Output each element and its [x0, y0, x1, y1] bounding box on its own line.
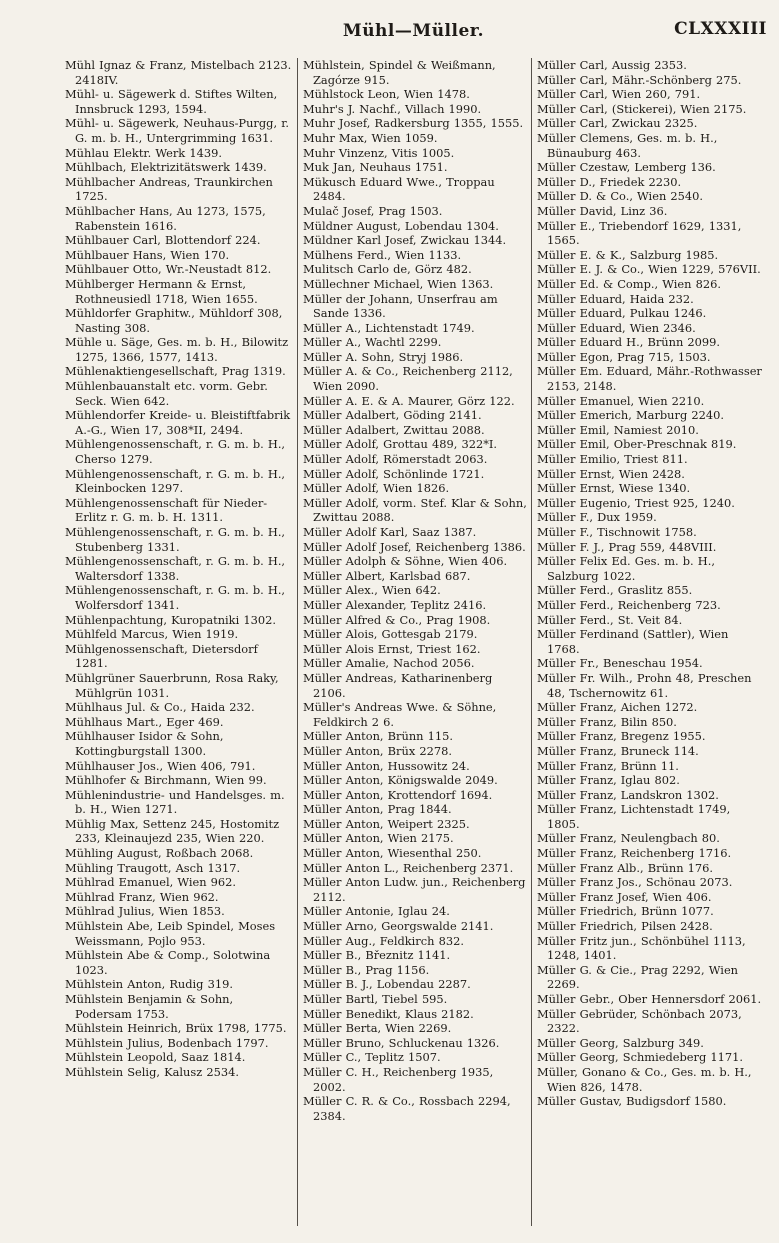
- directory-entry: Mühlhauser Isidor & Sohn, Kottingburgstall 1300.: [65, 729, 224, 758]
- directory-entry: Mühlhaus Mart., Eger 469.: [65, 714, 224, 729]
- directory-entry: Mühlstein Julius, Bodenbach 1797.: [65, 1035, 269, 1050]
- directory-entry: Mühlengenossenschaft, r. G. m. b. H., Wolfersdorf 1341.: [65, 583, 286, 612]
- directory-entry: Müller Adolf Josef, Reichenberg 1386.: [303, 539, 526, 554]
- directory-entry: Müller Anton, Prag 1844.: [303, 802, 452, 817]
- directory-entry: Müller Adalbert, Zwittau 2088.: [303, 422, 485, 437]
- directory-entry: Müller Anton, Königswalde 2049.: [303, 773, 498, 788]
- directory-entry: Müller D., Friedek 2230.: [537, 174, 682, 189]
- directory-entry: Müller Eduard H., Brünn 2099.: [537, 335, 721, 350]
- directory-entry: Mühlhofer & Birchmann, Wien 99.: [65, 773, 267, 788]
- directory-entry: Müller A. Sohn, Stryj 1986.: [303, 349, 464, 364]
- directory-entry: Mulač Josef, Prag 1503.: [303, 203, 443, 218]
- directory-entry: Müller F. J., Prag 559, 448VIII.: [537, 539, 717, 554]
- directory-entry: Müller Franz, Bregenz 1955.: [537, 729, 706, 744]
- directory-entry: Müller Anton, Weipert 2325.: [303, 816, 470, 831]
- directory-entry: Müller Fr., Beneschau 1954.: [537, 656, 703, 671]
- directory-entry: Müller Anton, Brünn 115.: [303, 729, 453, 744]
- directory-entry: Mühl- u. Sägewerk, Neuhaus-Purgg, r. G. m. b. H., Untergrimming 1631.: [65, 116, 290, 145]
- directory-entry: Müller Anton, Hussowitz 24.: [303, 758, 470, 773]
- directory-entry: Müller Georg, Schmiedeberg 1171.: [537, 1050, 744, 1065]
- directory-entry: Mühlstein Anton, Rudig 319.: [65, 977, 233, 992]
- directory-entry: Mühlbauer Otto, Wr.-Neustadt 812.: [65, 262, 272, 277]
- directory-entry: Müller Egon, Prag 715, 1503.: [537, 349, 711, 364]
- directory-entry: Müller Adolf, Grottau 489, 322*I.: [303, 437, 498, 452]
- directory-entry: Müller Gebrüder, Schönbach 2073, 2322.: [537, 1006, 742, 1036]
- directory-entry: Müller Czestaw, Lemberg 136.: [537, 160, 716, 175]
- directory-entry: Müller Ernst, Wien 2428.: [537, 466, 685, 481]
- directory-entry: Muhr Max, Wien 1059.: [303, 130, 438, 145]
- directory-entry: Mühlstein, Spindel & Weißmann, Zagórze 915.: [303, 58, 496, 87]
- directory-entry: Müller Ferdinand (Sattler), Wien 1768.: [537, 627, 729, 656]
- directory-entry: Müller Alois Ernst, Triest 162.: [303, 641, 481, 656]
- directory-entry: Müller Anton Ludw. jun., Reichenberg 2112.: [303, 875, 526, 904]
- directory-entry: Müller Anton, Brüx 2278.: [303, 743, 452, 758]
- directory-entry: Mühle u. Säge, Ges. m. b. H., Bilowitz 1275, 1366, 1577, 1413.: [65, 335, 289, 364]
- directory-entry: Müller Ferd., Reichenberg 723.: [537, 597, 721, 612]
- directory-entry: Müller Anton L., Reichenberg 2371.: [303, 860, 514, 875]
- directory-entry: Müller Em. Eduard, Mähr.-Rothwasser 2153, 2148.: [537, 364, 762, 394]
- entry-columns: [63, 58, 766, 1226]
- directory-entry: Müller Adolf, vorm. Stef. Klar & Sohn, Zwittau 2088.: [303, 495, 527, 525]
- directory-entry: Müller Georg, Salzburg 349.: [537, 1035, 704, 1050]
- directory-entry: Mühlbauer Hans, Wien 170.: [65, 247, 230, 262]
- directory-entry: Müller F., Tischnowit 1758.: [537, 525, 697, 539]
- directory-entry: Müller Anton, Krottendorf 1694.: [303, 787, 493, 802]
- directory-entry: Mühlendorfer Kreide- u. Bleistiftfabrik A.-G., Wien 17, 308*II, 2494.: [65, 408, 291, 437]
- directory-entry: Müller Alfred & Co., Prag 1908.: [303, 612, 491, 627]
- directory-entry: Muhr's J. Nachf., Villach 1990.: [303, 101, 482, 116]
- directory-entry: Müller Franz, Reichenberg 1716.: [537, 846, 732, 861]
- directory-entry: Mühlenpachtung, Kuropatniki 1302.: [65, 612, 276, 627]
- directory-entry: Mühlrad Julius, Wien 1853.: [65, 904, 225, 919]
- directory-entry: Mühlbach, Elektrizitätswerk 1439.: [65, 160, 267, 175]
- directory-entry: Mühlberger Hermann & Ernst, Rothneusiedl 1718, Wien 1655.: [65, 276, 258, 306]
- directory-entry: Muhr Vinzenz, Vitis 1005.: [303, 145, 455, 160]
- directory-entry: Mühl Ignaz & Franz, Mistelbach 2123. 2418IV.: [65, 58, 292, 87]
- directory-entry: Müller Bartl, Tiebel 595.: [303, 992, 448, 1006]
- directory-entry: Müller A. E. & A. Maurer, Görz 122.: [303, 393, 515, 408]
- directory-entry: Müller Benedikt, Klaus 2182.: [303, 1006, 474, 1021]
- directory-entry: Müller Berta, Wien 2269.: [303, 1021, 452, 1036]
- directory-entry: Mühlgrüner Sauerbrunn, Rosa Raky, Mühlgrün 1031.: [65, 670, 279, 700]
- directory-entry: Müller Alex., Wien 642.: [303, 583, 441, 598]
- directory-entry: Müller Carl, Wien 260, 791.: [537, 87, 701, 102]
- directory-entry: Müller Franz Jos., Schönau 2073.: [537, 875, 733, 890]
- directory-entry: Müller Emil, Namiest 2010.: [537, 422, 699, 437]
- directory-entry: Müller Clemens, Ges. m. b. H., Bünauburg 463.: [537, 130, 718, 160]
- directory-entry: Müller Andreas, Katharinenberg 2106.: [303, 670, 493, 700]
- directory-entry: Müller Fr. Wilh., Prohn 48, Preschen 48, Tschernowitz 61.: [537, 670, 752, 700]
- directory-entry: Müller G. & Cie., Prag 2292, Wien 2269.: [537, 962, 739, 992]
- directory-entry: Mühlstein Benjamin & Sohn, Podersam 1753.: [65, 992, 234, 1021]
- directory-entry: Müller Adolf, Römerstadt 2063.: [303, 452, 488, 467]
- directory-entry: Müller Emilio, Triest 811.: [537, 452, 688, 467]
- directory-entry: Müller der Johann, Unserfrau am Sande 1336.: [303, 291, 498, 321]
- directory-entry: Mühlig Max, Settenz 245, Hostomitz 233, Kleinaujezd 235, Wien 220.: [65, 816, 280, 846]
- directory-entry: Müller Felix Ed. Ges. m. b. H., Salzburg 1022.: [537, 554, 715, 583]
- directory-entry: Mühlengenossenschaft, r. G. m. b. H., Kleinbocken 1297.: [65, 466, 286, 496]
- directory-entry: Müller D. & Co., Wien 2540.: [537, 189, 704, 204]
- directory-entry: Müller Arno, Georgswalde 2141.: [303, 919, 494, 934]
- directory-entry: Müller Franz Alb., Brünn 176.: [537, 860, 714, 875]
- directory-entry: Müller Adolf, Wien 1826.: [303, 481, 450, 496]
- directory-entry: Müller C. R. & Co., Rossbach 2294, 2384.: [303, 1094, 511, 1123]
- directory-entry: Mühling Traugott, Asch 1317.: [65, 860, 241, 875]
- directory-entry: Müller Alexander, Teplitz 2416.: [303, 597, 487, 612]
- directory-entry: Müller Adolph & Söhne, Wien 406.: [303, 554, 508, 569]
- directory-entry: Mühlstein Abe, Leib Spindel, Moses Weissmann, Pojlo 953.: [65, 919, 276, 948]
- directory-entry: Mühlbauer Carl, Blottendorf 224.: [65, 233, 261, 248]
- directory-entry: Müller F., Dux 1959.: [537, 510, 657, 525]
- directory-entry: Müller C., Teplitz 1507.: [303, 1050, 441, 1065]
- directory-entry: Müller Friedrich, Pilsen 2428.: [537, 919, 713, 934]
- directory-entry: Mühlstein Selig, Kalusz 2534.: [65, 1064, 239, 1079]
- directory-entry: Mühlengenossenschaft, r. G. m. b. H., Stubenberg 1331.: [65, 525, 286, 554]
- directory-entry: Muk Jan, Neuhaus 1751.: [303, 160, 448, 175]
- directory-entry: Müllechner Michael, Wien 1363.: [303, 276, 494, 291]
- directory-entry: Müller Franz, Bilin 850.: [537, 714, 677, 729]
- directory-entry: Müller Franz Josef, Wien 406.: [537, 889, 712, 904]
- directory-entry: Müller Franz, Aichen 1272.: [537, 700, 698, 715]
- directory-entry: Mühlenaktiengesellschaft, Prag 1319.: [65, 364, 286, 379]
- page-number: CLXXXIII: [674, 19, 767, 39]
- directory-entry: Müller Ernst, Wiese 1340.: [537, 481, 691, 496]
- directory-entry: Mühlenbauanstalt etc. vorm. Gebr. Seck. Wien 642.: [65, 379, 268, 408]
- directory-entry: Müller E. & K., Salzburg 1985.: [537, 247, 719, 262]
- directory-entry: Müller Franz, Neulengbach 80.: [537, 831, 720, 846]
- directory-entry: Müller B., Březnitz 1141.: [303, 948, 451, 963]
- directory-entry: Mühlengenossenschaft, r. G. m. b. H., Cherso 1279.: [65, 437, 286, 467]
- directory-entry: Mühlfeld Marcus, Wien 1919.: [65, 627, 239, 642]
- directory-entry: Mulitsch Carlo de, Görz 482.: [303, 262, 472, 277]
- directory-entry: Müldner Karl Josef, Zwickau 1344.: [303, 233, 507, 248]
- directory-entry: Mühlrad Emanuel, Wien 962.: [65, 875, 237, 890]
- directory-entry: Müller Alois, Gottesgab 2179.: [303, 627, 478, 642]
- directory-entry: Müller Antonie, Iglau 24.: [303, 904, 450, 919]
- directory-entry: Müller Carl, (Stickerei), Wien 2175.: [537, 101, 747, 116]
- directory-entry: Müller B., Prag 1156.: [303, 962, 430, 977]
- page-header: [60, 18, 767, 44]
- directory-entry: Mühling August, Roßbach 2068.: [65, 846, 254, 861]
- directory-entry: Muhr Josef, Radkersburg 1355, 1555.: [303, 116, 524, 131]
- directory-entry: Müller Carl, Aussig 2353.: [537, 58, 687, 72]
- directory-entry: Mühl- u. Sägewerk d. Stiftes Wilten, Innsbruck 1293, 1594.: [65, 87, 278, 116]
- directory-entry: Müller Adolf, Schönlinde 1721.: [303, 466, 485, 481]
- directory-entry: Müller Emil, Ober-Preschnak 819.: [537, 437, 737, 452]
- directory-entry: Mühlgenossenschaft, Dietersdorf 1281.: [65, 641, 258, 671]
- directory-entry: Müldner August, Lobendau 1304.: [303, 218, 499, 233]
- directory-entry: Mühlenindustrie- und Handelsges. m. b. H., Wien 1271.: [65, 787, 285, 817]
- directory-entry: Müller E. J. & Co., Wien 1229, 576VII.: [537, 262, 761, 277]
- directory-entry: Mühlstein Abe & Comp., Solotwina 1023.: [65, 948, 271, 977]
- directory-entry: Müller Franz, Iglau 802.: [537, 773, 680, 788]
- column-left: [63, 58, 297, 1226]
- directory-entry: Müller Franz, Lichtenstadt 1749, 1805.: [537, 802, 731, 831]
- column-right: [531, 58, 765, 1226]
- directory-entry: Mühlengenossenschaft, r. G. m. b. H., Waltersdorf 1338.: [65, 554, 286, 583]
- directory-entry: Mühlhauser Jos., Wien 406, 791.: [65, 758, 256, 773]
- directory-entry: Müller Eduard, Wien 2346.: [537, 320, 696, 335]
- directory-entry: Müller's Andreas Wwe. & Söhne, Feldkirch 2 6.: [303, 700, 497, 729]
- directory-entry: Müller Gebr., Ober Hennersdorf 2061.: [537, 992, 762, 1006]
- directory-entry: Müller Emerich, Marburg 2240.: [537, 408, 724, 423]
- directory-entry: Mühlstock Leon, Wien 1478.: [303, 87, 470, 102]
- directory-entry: Müller Anton, Wiesenthal 250.: [303, 846, 482, 861]
- directory-entry: Müller Bruno, Schluckenau 1326.: [303, 1035, 500, 1050]
- directory-entry: Mühlstein Heinrich, Brüx 1798, 1775.: [65, 1021, 287, 1036]
- directory-entry: Müller A., Lichtenstadt 1749.: [303, 320, 475, 335]
- directory-entry: Müller Adolf Karl, Saaz 1387.: [303, 525, 477, 539]
- directory-entry: Müller Friedrich, Brünn 1077.: [537, 904, 714, 919]
- directory-entry: Mühlbacher Hans, Au 1273, 1575, Rabenstein 1616.: [65, 203, 266, 233]
- directory-entry: Müller Aug., Feldkirch 832.: [303, 933, 464, 948]
- directory-entry: Müller Ferd., St. Veit 84.: [537, 612, 683, 627]
- directory-entry: Müller Ed. & Comp., Wien 826.: [537, 276, 721, 291]
- directory-entry: Mühldorfer Graphitw., Mühldorf 308, Nasting 308.: [65, 306, 283, 335]
- column-middle: [297, 58, 531, 1226]
- directory-entry: Müller Amalie, Nachod 2056.: [303, 656, 475, 671]
- directory-entry: Müller, Gonano & Co., Ges. m. b. H., Wien 826, 1478.: [537, 1064, 752, 1094]
- directory-entry: Mükusch Eduard Wwe., Troppau 2484.: [303, 174, 495, 204]
- directory-entry: Müller Franz, Landskron 1302.: [537, 787, 719, 802]
- directory-entry: Müller A., Wachtl 2299.: [303, 335, 442, 350]
- directory-entry: Mülhens Ferd., Wien 1133.: [303, 247, 462, 262]
- directory-entry: Müller Franz, Bruneck 114.: [537, 743, 699, 758]
- directory-entry: Müller Fritz jun., Schönbühel 1113, 1248, 1401.: [537, 933, 746, 963]
- directory-entry: Müller Carl, Mähr.-Schönberg 275.: [537, 72, 742, 87]
- directory-entry: Müller Adalbert, Göding 2141.: [303, 408, 482, 423]
- directory-entry: Müller Gustav, Budigsdorf 1580.: [537, 1094, 727, 1109]
- directory-entry: Müller Albert, Karlsbad 687.: [303, 568, 471, 583]
- directory-entry: Müller Emanuel, Wien 2210.: [537, 393, 705, 408]
- directory-entry: Müller Carl, Zwickau 2325.: [537, 116, 698, 131]
- page-title: Mühl—Müller.: [342, 21, 485, 41]
- directory-entry: Müller Anton, Wien 2175.: [303, 831, 454, 846]
- directory-entry: Mühlstein Leopold, Saaz 1814.: [65, 1050, 246, 1065]
- directory-entry: Müller Ferd., Graslitz 855.: [537, 583, 693, 598]
- directory-entry: Müller Eduard, Pulkau 1246.: [537, 306, 707, 321]
- directory-entry: Müller B. J., Lobendau 2287.: [303, 977, 471, 992]
- directory-entry: Müller Franz, Brünn 11.: [537, 758, 679, 773]
- directory-entry: Müller C. H., Reichenberg 1935, 2002.: [303, 1064, 494, 1094]
- directory-entry: Müller Eduard, Haida 232.: [537, 291, 694, 306]
- directory-entry: Mühlrad Franz, Wien 962.: [65, 889, 219, 904]
- directory-entry: Mühlau Elektr. Werk 1439.: [65, 145, 222, 160]
- directory-entry: Mühlengenossenschaft für Nieder-Erlitz r. G. m. b. H. 1311.: [65, 495, 268, 525]
- directory-entry: Müller E., Triebendorf 1629, 1331, 1565.: [537, 218, 742, 248]
- directory-entry: Mühlbacher Andreas, Traunkirchen 1725.: [65, 174, 273, 204]
- directory-entry: Müller Eugenio, Triest 925, 1240.: [537, 495, 735, 510]
- directory-entry: Müller David, Linz 36.: [537, 203, 668, 218]
- directory-entry: Müller A. & Co., Reichenberg 2112, Wien 2090.: [303, 364, 513, 394]
- directory-entry: Mühlhaus Jul. & Co., Haida 232.: [65, 700, 255, 715]
